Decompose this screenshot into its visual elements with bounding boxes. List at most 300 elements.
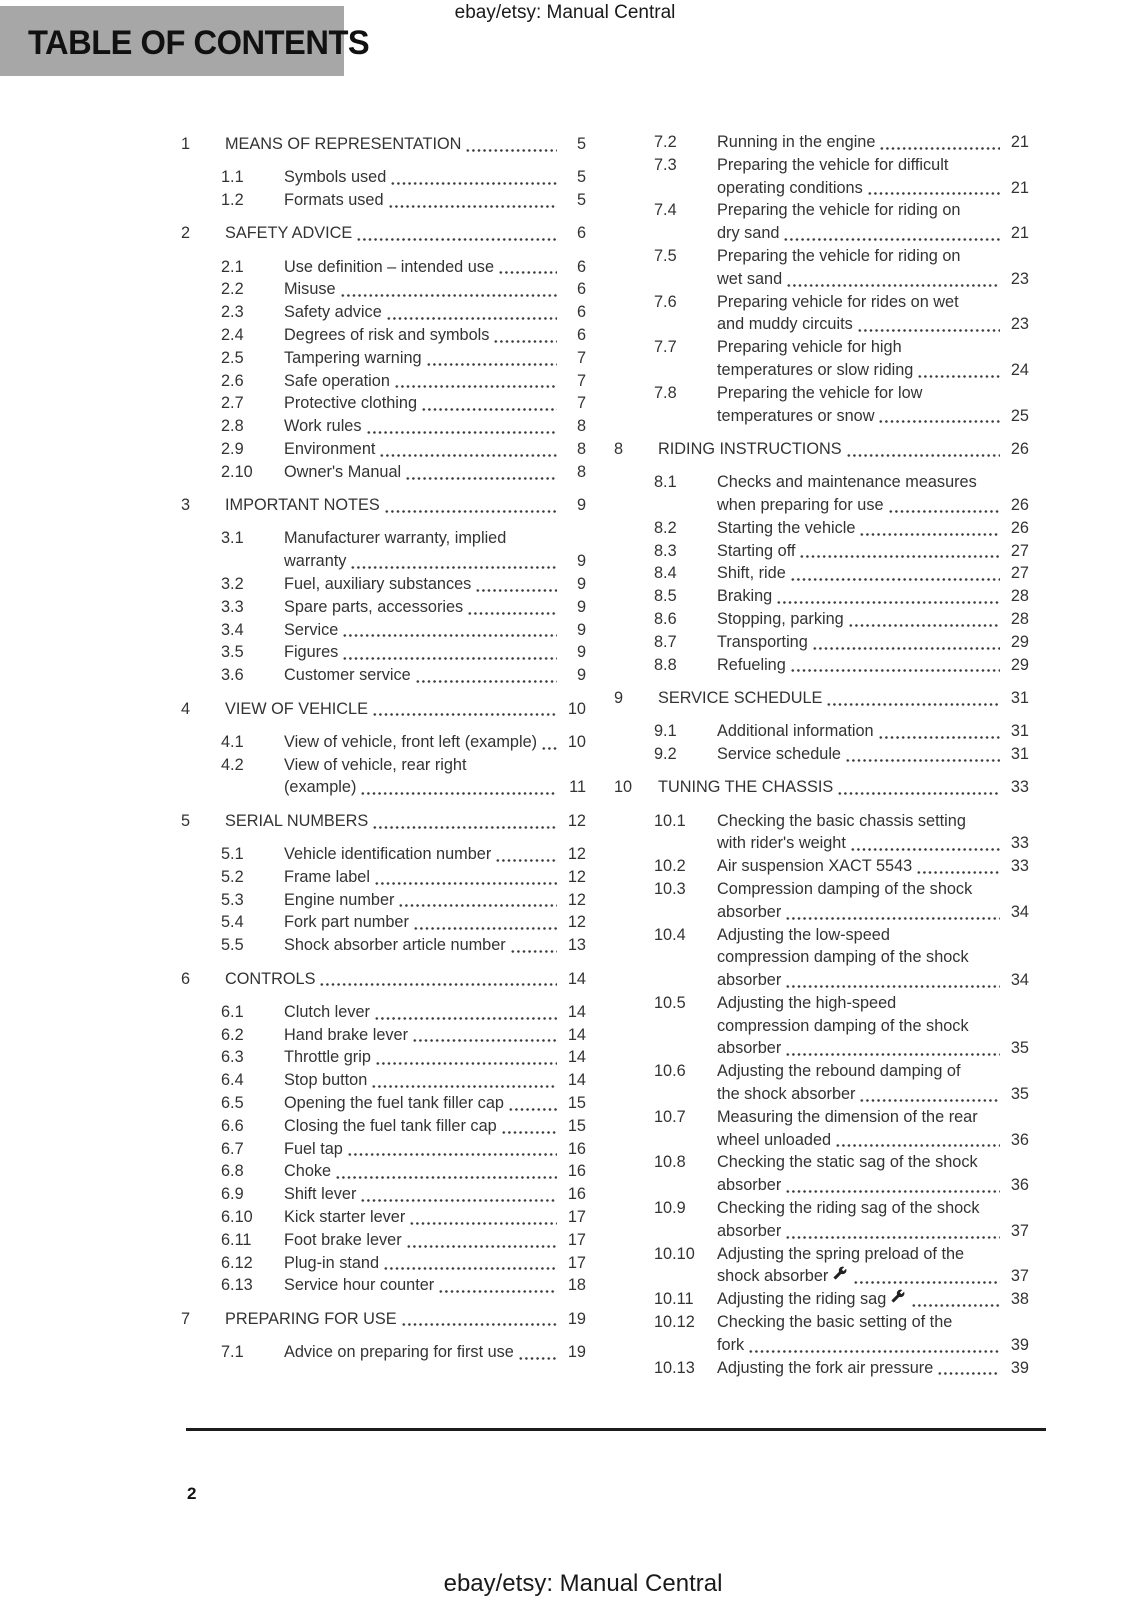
dot-leader <box>379 438 557 461</box>
toc-entry-page: 14 <box>567 1002 586 1021</box>
toc-sub-entry <box>181 438 586 461</box>
toc-entry-page: 13 <box>567 936 586 955</box>
toc-entry-number: 6.2 <box>221 1025 244 1044</box>
dot-leader <box>776 585 1000 608</box>
toc-sub-entry <box>614 471 1029 517</box>
dot-leader <box>917 359 1000 382</box>
toc-entry-body <box>284 664 586 687</box>
toc-sub-entry <box>181 392 586 415</box>
toc-entry-title: Customer service <box>284 666 411 685</box>
dot-leader <box>319 968 557 991</box>
toc-entry-body <box>284 438 586 461</box>
toc-entry-body <box>225 968 586 991</box>
toc-entry-page: 5 <box>576 168 586 187</box>
toc-entry-number: 3.5 <box>221 643 244 662</box>
dot-leader <box>937 1357 1000 1380</box>
toc-entry-last-line <box>717 720 1029 743</box>
toc-sub-entry <box>614 924 1029 992</box>
toc-entry-number: 2.10 <box>221 462 253 481</box>
toc-entry-number: 6.12 <box>221 1253 253 1272</box>
doc-header-text: ebay/etsy: Manual Central <box>454 2 676 23</box>
toc-entry-body <box>284 1229 586 1252</box>
toc-entry-page: 31 <box>1010 744 1029 763</box>
toc-entry-page: 8 <box>576 417 586 436</box>
toc-entry-page: 16 <box>567 1139 586 1158</box>
toc-entry-page: 16 <box>567 1185 586 1204</box>
toc-entry-last-line <box>284 347 586 370</box>
toc-entry-number: 10.12 <box>654 1313 695 1332</box>
toc-entry-title: RIDING INSTRUCTIONS <box>658 439 842 458</box>
toc-entry-title: TUNING THE CHASSIS <box>658 778 834 797</box>
dot-leader <box>335 1160 557 1183</box>
toc-sub-entry <box>614 382 1029 428</box>
toc-entry-last-line <box>284 731 586 754</box>
toc-entry-body <box>717 517 1029 540</box>
dot-leader <box>401 1308 557 1331</box>
toc-entry-last-line <box>717 855 1029 878</box>
toc-entry-last-line <box>717 1129 1029 1152</box>
dot-leader <box>786 268 1000 291</box>
toc-entry-number: 9.1 <box>654 722 677 741</box>
dot-leader <box>878 720 1000 743</box>
toc-entry-last-line <box>658 687 1029 710</box>
toc-entry-body <box>284 911 586 934</box>
toc-sub-entry <box>614 1288 1029 1311</box>
toc-entry-page: 9 <box>576 496 586 515</box>
toc-entry-page: 6 <box>576 280 586 299</box>
toc-entry-page: 6 <box>576 326 586 345</box>
toc-entry-title: absorber <box>717 1039 782 1058</box>
toc-entry-last-line <box>717 1265 1029 1288</box>
toc-entry-title-line: Checking the basic setting of the <box>717 1313 953 1332</box>
toc-entry-body <box>284 1274 586 1297</box>
toc-entry-number: 10.3 <box>654 879 686 898</box>
toc-entry-title: the shock absorber <box>717 1085 856 1104</box>
toc-entry-body <box>717 1060 1029 1106</box>
toc-entry-title: MEANS OF REPRESENTATION <box>225 135 462 153</box>
toc-entry-number: 8.8 <box>654 655 677 674</box>
toc-entry-body <box>717 810 1029 856</box>
toc-entry-last-line <box>284 866 586 889</box>
toc-entry-body <box>284 866 586 889</box>
toc-entry-title: Spare parts, accessories <box>284 597 464 616</box>
toc-entry-title-line: Preparing the vehicle for riding on <box>717 246 961 265</box>
toc-entry-page: 5 <box>576 191 586 210</box>
toc-sub-entry <box>614 631 1029 654</box>
toc-entry-body <box>717 540 1029 563</box>
toc-sub-entry <box>181 1252 586 1275</box>
toc-entry-page: 26 <box>1010 518 1029 537</box>
toc-entry-title-line: Preparing vehicle for rides on wet <box>717 292 959 311</box>
dot-leader <box>495 843 557 866</box>
toc-entry-title: PREPARING FOR USE <box>225 1309 397 1328</box>
toc-entry-page: 21 <box>1010 133 1029 151</box>
toc-entry-number: 4 <box>181 699 191 718</box>
toc-entry-body <box>717 1243 1029 1289</box>
toc-entry-title-line: compression damping of the shock <box>717 1016 969 1035</box>
toc-entry-body <box>284 889 586 912</box>
toc-entry-last-line <box>225 222 586 245</box>
toc-entry-title: with rider's weight <box>717 834 846 853</box>
toc-entry-last-line <box>225 698 586 721</box>
toc-entry-page: 16 <box>567 1162 586 1181</box>
toc-entry-last-line <box>717 1334 1029 1357</box>
toc-entry-last-line <box>658 438 1029 461</box>
toc-sub-entry <box>614 562 1029 585</box>
toc-entry-last-line <box>284 392 586 415</box>
toc-entry-body <box>284 347 586 370</box>
dot-leader <box>375 1046 557 1069</box>
toc-entry-last-line <box>717 1220 1029 1243</box>
toc-entry-number: 2.5 <box>221 348 244 367</box>
toc-sub-entry <box>614 199 1029 245</box>
dot-leader <box>879 131 1000 154</box>
toc-section-entry <box>181 133 586 156</box>
toc-entry-last-line <box>717 177 1029 200</box>
toc-entry-body <box>225 494 586 517</box>
dot-leader <box>845 743 1000 766</box>
toc-entry-title: Figures <box>284 643 339 662</box>
toc-entry-number: 8.7 <box>654 632 677 651</box>
toc-entry-last-line <box>717 1357 1029 1380</box>
toc-entry-title: Safety advice <box>284 303 382 322</box>
toc-entry-title-line: Preparing the vehicle for riding on <box>717 201 961 220</box>
toc-sub-entry <box>181 573 586 596</box>
toc-entry-body <box>717 1197 1029 1243</box>
dot-leader <box>438 1274 557 1297</box>
toc-entry-title: Engine number <box>284 890 395 909</box>
dot-leader <box>372 698 557 721</box>
toc-entry-title: and muddy circuits <box>717 315 853 334</box>
toc-entry-title: absorber <box>717 902 782 921</box>
toc-entry-last-line <box>284 1115 586 1138</box>
toc-sub-entry <box>181 934 586 957</box>
toc-entry-title: VIEW OF VEHICLE <box>225 699 368 718</box>
toc-entry-page: 15 <box>567 1093 586 1112</box>
toc-entry-page: 35 <box>1010 1085 1029 1104</box>
toc-sub-entry <box>181 370 586 393</box>
toc-entry-body <box>717 1357 1029 1380</box>
toc-entry-body <box>284 843 586 866</box>
toc-entry-last-line <box>225 133 586 156</box>
toc-entry-last-line <box>717 222 1029 245</box>
toc-entry-title: Service schedule <box>717 744 841 763</box>
toc-entry-last-line <box>717 832 1029 855</box>
toc-entry-number: 8.6 <box>654 609 677 628</box>
toc-entry-title-line: Preparing the vehicle for difficult <box>717 155 949 174</box>
toc-entry-title-line: Preparing the vehicle for low <box>717 383 923 402</box>
wrench-icon <box>833 1266 847 1280</box>
toc-entry-page: 39 <box>1010 1358 1029 1377</box>
toc-sub-entry <box>614 131 1029 154</box>
toc-entry-page: 17 <box>567 1253 586 1272</box>
toc-entry-page: 36 <box>1010 1130 1029 1149</box>
toc-sub-entry <box>181 664 586 687</box>
toc-entry-title-line: Checking the riding sag of the shock <box>717 1199 980 1218</box>
toc-entry-body <box>717 336 1029 382</box>
toc-entry-last-line <box>284 1046 586 1069</box>
toc-entry-title: Starting the vehicle <box>717 518 856 537</box>
toc-entry-number: 1.2 <box>221 191 244 210</box>
toc-entry-number: 6.6 <box>221 1116 244 1135</box>
toc-entry-last-line <box>717 1174 1029 1197</box>
toc-entry-body <box>658 438 1029 461</box>
dot-leader <box>409 1206 557 1229</box>
toc-entry-page: 27 <box>1010 564 1029 583</box>
toc-entry-number: 6.7 <box>221 1139 244 1158</box>
dot-leader <box>371 1069 557 1092</box>
toc-entry-title: Clutch lever <box>284 1002 370 1021</box>
toc-entry-title: absorber <box>717 1176 782 1195</box>
page-number: 2 <box>187 1484 197 1503</box>
toc-entry-title-line: Adjusting the low-speed <box>717 925 890 944</box>
toc-entry-last-line <box>284 664 586 687</box>
toc-entry-last-line <box>717 359 1029 382</box>
toc-entry-number: 10.5 <box>654 993 686 1012</box>
toc-sub-entry <box>181 843 586 866</box>
toc-entry-number: 9 <box>614 688 624 707</box>
toc-sub-entry <box>181 1341 586 1364</box>
toc-entry-title: shock absorber <box>717 1267 829 1286</box>
dot-leader <box>785 901 1000 924</box>
toc-entry-body <box>284 1092 586 1115</box>
toc-entry-number: 5.2 <box>221 867 244 886</box>
toc-entry-body <box>284 370 586 393</box>
toc-sub-entry <box>181 166 586 189</box>
toc-entry-page: 11 <box>569 778 586 797</box>
toc-entry-title-line: Adjusting the spring preload of the <box>717 1244 965 1263</box>
dot-leader <box>415 664 557 687</box>
toc-entry-number: 6.10 <box>221 1207 253 1226</box>
toc-entry-title: Stopping, parking <box>717 609 844 628</box>
toc-entry-last-line <box>717 313 1029 336</box>
dot-leader <box>467 596 557 619</box>
dot-leader <box>406 1229 557 1252</box>
toc-entry-title: Kick starter lever <box>284 1207 406 1226</box>
page-title: TABLE OF CONTENTS <box>28 24 370 62</box>
toc-entry-number: 7.8 <box>654 383 677 402</box>
toc-entry-body <box>717 631 1029 654</box>
toc-entry-last-line <box>284 1341 586 1364</box>
toc-entry-title: Refueling <box>717 655 786 674</box>
toc-sub-entry <box>181 415 586 438</box>
toc-entry-last-line <box>717 562 1029 585</box>
toc-entry-last-line <box>225 494 586 517</box>
dot-leader <box>785 1220 1000 1243</box>
toc-sub-entry <box>181 911 586 934</box>
dot-leader <box>916 855 1000 878</box>
toc-entry-last-line <box>284 1069 586 1092</box>
toc-entry-title: fork <box>717 1335 745 1354</box>
toc-entry-number: 2.9 <box>221 440 244 459</box>
toc-entry-title: Service <box>284 620 339 639</box>
toc-entry-number: 5.3 <box>221 890 244 909</box>
toc-sub-entry <box>181 596 586 619</box>
toc-entry-number: 6 <box>181 969 191 988</box>
toc-entry-page: 6 <box>576 303 586 322</box>
dot-leader <box>356 222 557 245</box>
toc-entry-body <box>284 527 586 573</box>
toc-entry-last-line <box>717 654 1029 677</box>
toc-entry-body <box>284 1160 586 1183</box>
toc-entry-last-line <box>225 810 586 833</box>
toc-entry-title: Air suspension XACT 5543 <box>717 857 913 876</box>
toc-sub-entry <box>614 245 1029 291</box>
toc-entry-number: 5.4 <box>221 913 244 932</box>
toc-entry-title: Shift, ride <box>717 564 786 583</box>
toc-entry-title-line: Checking the static sag of the shock <box>717 1153 978 1172</box>
toc-entry-page: 25 <box>1010 406 1029 425</box>
toc-entry-page: 26 <box>1010 495 1029 514</box>
toc-entry-title-line: Adjusting the high-speed <box>717 993 897 1012</box>
toc-entry-last-line <box>284 324 586 347</box>
toc-entry-page: 23 <box>1010 315 1029 334</box>
toc-sub-entry <box>614 878 1029 924</box>
toc-entry-page: 15 <box>567 1116 586 1135</box>
toc-column-right <box>614 131 1029 1379</box>
toc-sub-entry <box>181 324 586 347</box>
toc-entry-number: 3.6 <box>221 666 244 685</box>
toc-sub-entry <box>181 301 586 324</box>
toc-entry-body <box>284 392 586 415</box>
toc-entry-title: Symbols used <box>284 168 387 187</box>
toc-section-entry <box>181 494 586 517</box>
toc-entry-last-line <box>284 189 586 212</box>
toc-entry-last-line <box>225 968 586 991</box>
dot-leader <box>790 562 1000 585</box>
dot-leader <box>342 619 557 642</box>
toc-entry-title: Stop button <box>284 1071 368 1090</box>
toc-entry-title: Fork part number <box>284 913 409 932</box>
toc-entry-last-line <box>717 517 1029 540</box>
toc-entry-page: 18 <box>567 1276 586 1295</box>
toc-entry-page: 12 <box>567 845 586 864</box>
toc-entry-page: 33 <box>1010 778 1029 797</box>
toc-entry-page: 14 <box>567 969 586 988</box>
toc-entry-body <box>225 1308 586 1331</box>
toc-sub-entry <box>181 1046 586 1069</box>
toc-sub-entry <box>614 540 1029 563</box>
toc-entry-number: 7.2 <box>654 133 677 151</box>
toc-entry-page: 21 <box>1010 224 1029 243</box>
toc-entry-body <box>284 256 586 279</box>
toc-entry-page: 9 <box>576 643 586 662</box>
toc-entry-number: 8.3 <box>654 541 677 560</box>
toc-sub-entry <box>181 731 586 754</box>
toc-entry-title: Opening the fuel tank filler cap <box>284 1093 504 1112</box>
toc-entry-number: 2.1 <box>221 257 244 276</box>
toc-entry-number: 6.9 <box>221 1185 244 1204</box>
toc-entry-title: IMPORTANT NOTES <box>225 496 380 515</box>
toc-sub-entry <box>181 1160 586 1183</box>
toc-entry-body <box>284 619 586 642</box>
toc-entry-title: Running in the engine <box>717 133 876 151</box>
toc-entry-title: Safe operation <box>284 371 390 390</box>
toc-entry-last-line <box>284 301 586 324</box>
toc-entry-body <box>284 461 586 484</box>
toc-entry-number: 1.1 <box>221 168 244 187</box>
toc-entry-number: 5.5 <box>221 936 244 955</box>
toc-entry-body <box>717 924 1029 992</box>
toc-section-entry <box>181 222 586 245</box>
toc-entry-body <box>717 199 1029 245</box>
toc-entry-title: (example) <box>284 778 357 797</box>
toc-entry-number: 7.4 <box>654 201 677 220</box>
toc-entry-page: 12 <box>567 913 586 932</box>
toc-entry-title: Adjusting the fork air pressure <box>717 1358 934 1377</box>
toc-entry-number: 6.4 <box>221 1071 244 1090</box>
toc-entry-number: 10.6 <box>654 1062 686 1081</box>
toc-sub-entry <box>614 855 1029 878</box>
toc-entry-page: 6 <box>576 257 586 276</box>
toc-section-entry <box>181 968 586 991</box>
toc-section-entry <box>614 687 1029 710</box>
toc-entry-title: Throttle grip <box>284 1048 371 1067</box>
dot-leader <box>848 608 1000 631</box>
toc-entry-title-line: Preparing vehicle for high <box>717 338 902 357</box>
toc-sub-entry <box>614 1106 1029 1152</box>
toc-section-entry <box>181 810 586 833</box>
toc-entry-page: 8 <box>576 462 586 481</box>
toc-sub-entry <box>181 619 586 642</box>
toc-entry-number: 6.5 <box>221 1093 244 1112</box>
toc-entry-number: 6.3 <box>221 1048 244 1067</box>
toc-entry-last-line <box>284 911 586 934</box>
toc-entry-body <box>225 222 586 245</box>
toc-sub-entry <box>614 608 1029 631</box>
toc-entry-number: 3.3 <box>221 597 244 616</box>
dot-leader <box>510 934 557 957</box>
toc-entry-title: View of vehicle, front left (example) <box>284 732 538 751</box>
toc-entry-last-line <box>717 743 1029 766</box>
toc-sub-entry <box>614 585 1029 608</box>
dot-leader <box>374 1001 557 1024</box>
dot-leader <box>421 392 557 415</box>
toc-entry-title-line: Adjusting the rebound damping of <box>717 1062 961 1081</box>
toc-sub-entry <box>181 1274 586 1297</box>
toc-entry-body <box>717 654 1029 677</box>
toc-entry-number: 10 <box>614 778 633 797</box>
toc-entry-number: 2.7 <box>221 394 244 413</box>
toc-sub-entry <box>614 654 1029 677</box>
toc-entry-last-line <box>284 1024 586 1047</box>
toc-section-entry <box>181 698 586 721</box>
toc-sub-entry <box>181 1138 586 1161</box>
toc-entry-last-line <box>284 415 586 438</box>
toc-sub-entry <box>181 527 586 573</box>
toc-entry-body <box>658 687 1029 710</box>
toc-entry-number: 6.13 <box>221 1276 253 1295</box>
dot-leader <box>785 969 1000 992</box>
toc-entry-page: 14 <box>567 1025 586 1044</box>
toc-entry-title: Service hour counter <box>284 1276 435 1295</box>
dot-leader <box>350 550 557 573</box>
toc-entry-page: 28 <box>1010 609 1029 628</box>
toc-entry-page: 34 <box>1010 971 1029 990</box>
toc-entry-last-line <box>284 776 586 799</box>
toc-entry-last-line <box>225 1308 586 1331</box>
toc-entry-page: 19 <box>567 1309 586 1328</box>
toc-entry-title-line: Compression damping of the shock <box>717 879 973 898</box>
toc-entry-number: 10.2 <box>654 857 686 876</box>
dot-leader <box>388 189 557 212</box>
toc-entry-body <box>284 731 586 754</box>
toc-entry-body <box>284 934 586 957</box>
dot-leader <box>465 133 557 156</box>
dot-leader <box>785 1174 1000 1197</box>
dot-leader <box>911 1288 1000 1311</box>
toc-entry-last-line <box>284 550 586 573</box>
